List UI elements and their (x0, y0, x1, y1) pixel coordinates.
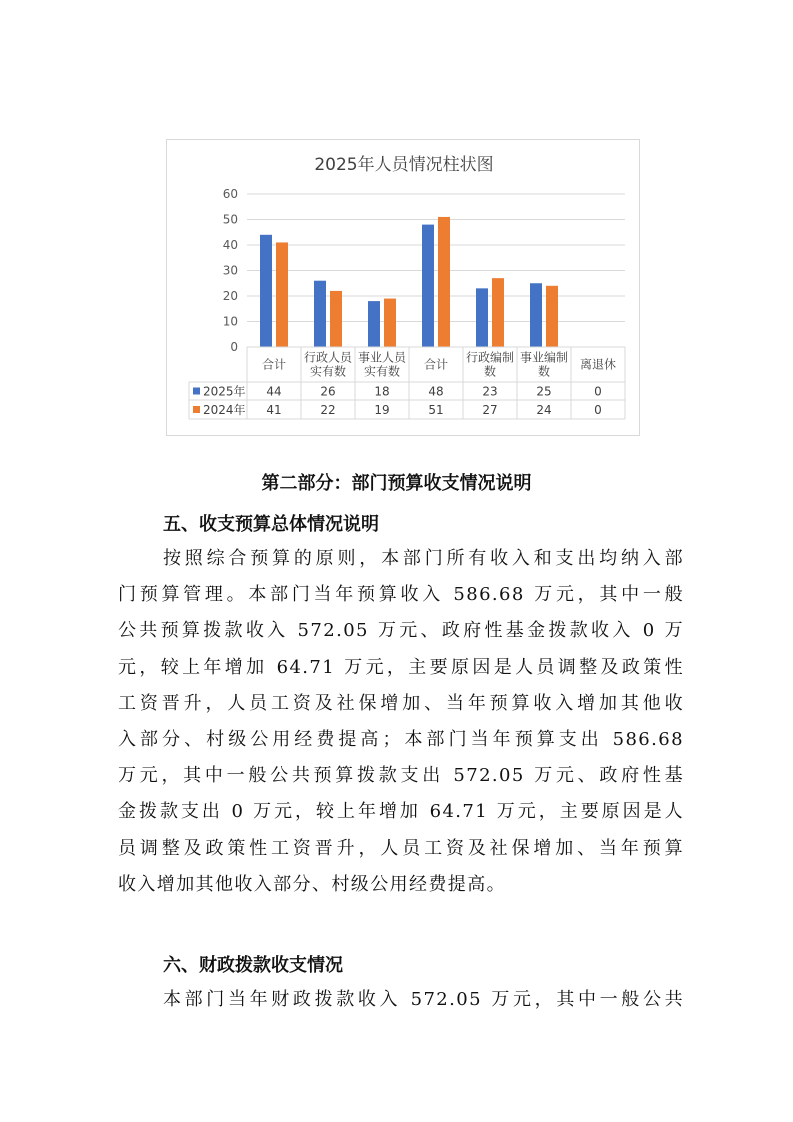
bar-2025年-4 (476, 288, 488, 347)
personnel-bar-chart (166, 139, 640, 436)
heading-section5: 五、收支预算总体情况说明 (163, 514, 379, 535)
paragraph-line: 金拨款支出 0 万元，较上年增加 64.71 万元，主要原因是人 (118, 801, 684, 823)
bar-2025年-1 (314, 281, 326, 347)
category-label: 行政编制 (465, 350, 515, 365)
bar-2025年-5 (530, 283, 542, 347)
legend-label: 2025年 (203, 384, 246, 399)
legend-label: 2024年 (203, 403, 246, 417)
paragraph-line: 公共预算拨款收入 572.05 万元、政府性基金拨款收入 0 万 (118, 620, 684, 642)
paragraph-section6 (118, 982, 684, 1018)
y-tick-label: 50 (222, 212, 238, 227)
bar-2024年-3 (438, 217, 450, 347)
bar-2025年-0 (260, 235, 272, 347)
data-table-value: 18 (374, 384, 390, 399)
data-table-value: 48 (428, 384, 444, 399)
bar-2025年-3 (422, 225, 434, 347)
category-label: 实有数 (309, 364, 347, 379)
data-table-value: 44 (266, 384, 282, 399)
data-table-value: 41 (266, 403, 282, 417)
chart-title: 2025年人员情况柱状图 (314, 155, 494, 175)
category-label: 合计 (261, 357, 287, 372)
paragraph-line: 门预算管理。本部门当年预算收入 586.68 万元，其中一般 (118, 584, 684, 606)
y-tick-label: 0 (230, 340, 238, 354)
data-table-value: 0 (594, 403, 602, 417)
category-label: 合计 (423, 357, 449, 372)
paragraph-line: 本部门当年财政拨款收入 572.05 万元，其中一般公共 (163, 989, 684, 1010)
data-table-value: 25 (536, 384, 552, 399)
bar-2024年-4 (492, 278, 504, 347)
data-table-value: 0 (594, 384, 602, 399)
category-label: 事业人员 (357, 350, 407, 365)
y-tick-label: 60 (222, 187, 238, 201)
data-table-value: 26 (320, 384, 336, 399)
heading-section6: 六、财政拨款收支情况 (163, 955, 343, 976)
legend-key-2025年 (193, 388, 200, 395)
paragraph-line: 员调整及政策性工资晋升，人员工资及社保增加、当年预算 (118, 837, 684, 859)
bar-2024年-5 (546, 286, 558, 347)
category-label: 事业编制 (519, 350, 569, 365)
category-label: 实有数 (363, 364, 401, 379)
bar-2024年-0 (276, 242, 288, 347)
paragraph-line: 工资晋升，人员工资及社保增加、当年预算收入增加其他收 (118, 692, 684, 714)
paragraph-line: 万元，其中一般公共预算拨款支出 572.05 万元、政府性基 (118, 765, 684, 787)
paragraph-line: 元，较上年增加 64.71 万元，主要原因是人员调整及政策性 (118, 656, 684, 678)
y-tick-label: 30 (222, 263, 238, 278)
y-tick-label: 20 (222, 289, 238, 303)
category-label: 数 (483, 364, 497, 379)
bar-2024年-1 (330, 291, 342, 347)
legend-key-2024年 (193, 406, 200, 413)
data-table-value: 23 (482, 384, 498, 399)
paragraph-line: 按照综合预算的原则，本部门所有收入和支出均纳入部 (163, 548, 684, 569)
data-table-value: 22 (320, 403, 336, 417)
data-table-value: 19 (374, 403, 390, 417)
y-tick-label: 10 (222, 314, 238, 329)
section-title: 第二部分：部门预算收支情况说明 (261, 473, 532, 494)
paragraph-line: 入部分、村级公用经费提高；本部门当年预算支出 586.68 (118, 728, 684, 750)
category-label: 数 (537, 364, 551, 379)
paragraph-line: 收入增加其他收入部分、村级公用经费提高。 (118, 873, 506, 895)
bar-2024年-2 (384, 299, 396, 347)
bar-2025年-2 (368, 301, 380, 347)
data-table-value: 24 (536, 403, 552, 417)
chart-canvas (167, 140, 641, 437)
paragraph-section5 (118, 541, 684, 903)
data-table-value: 27 (482, 403, 498, 417)
category-label: 行政人员 (303, 350, 353, 365)
data-table-value: 51 (428, 403, 444, 417)
category-label: 离退休 (579, 357, 617, 372)
y-tick-label: 40 (222, 238, 238, 252)
